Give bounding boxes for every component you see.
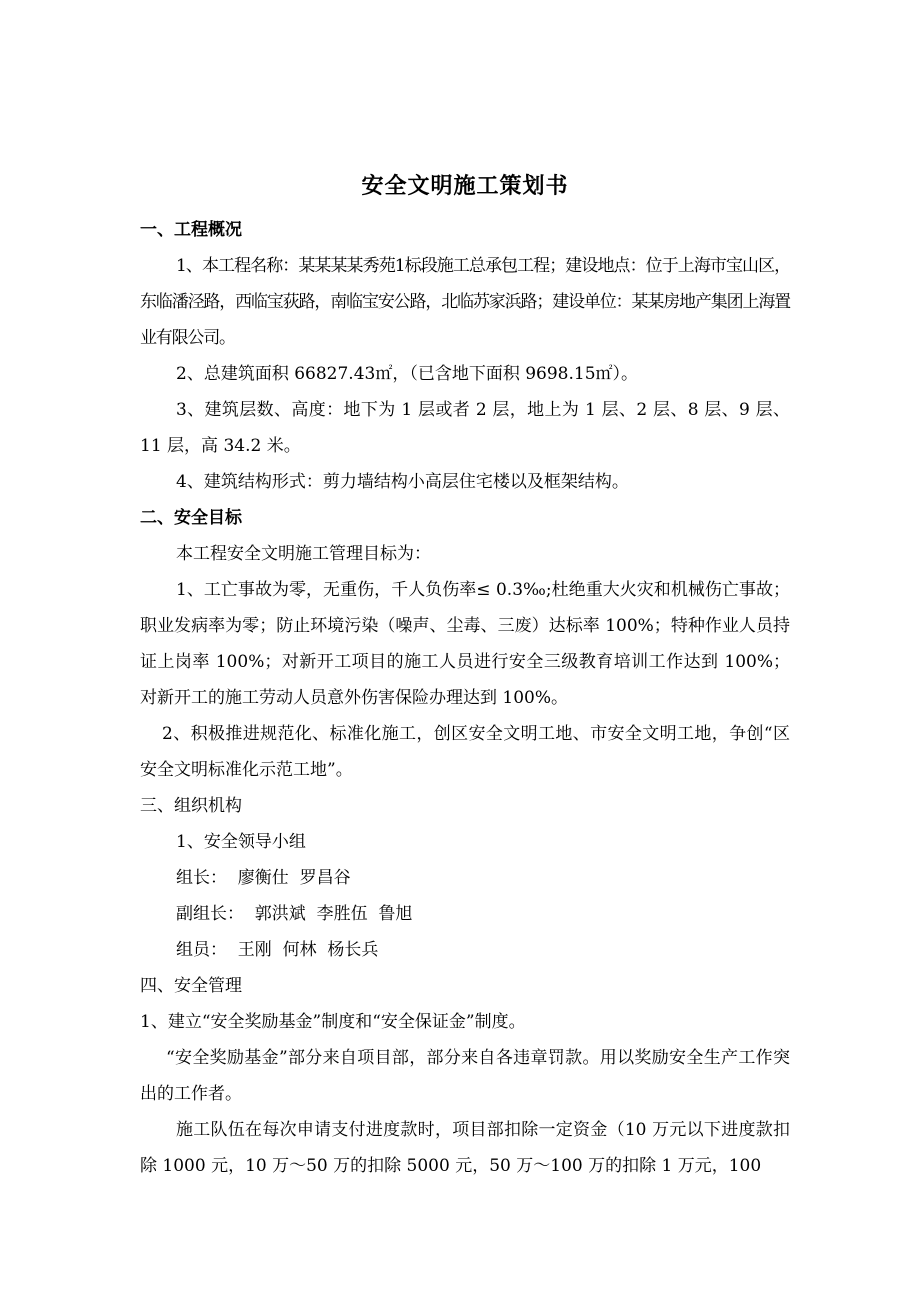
section-heading-overview: 一、工程概况	[140, 220, 242, 240]
document-page	[140, 170, 790, 1184]
paragraph-reward-fund: “安全奖励基金”部分来自项目部，部分来自各违章罚款。用以奖励安全生产工作突出的工作者。	[140, 1048, 790, 1104]
paragraph-goals-intro: 本工程安全文明施工管理目标为：	[176, 544, 431, 564]
section-heading-organization: 三、组织机构	[140, 796, 242, 816]
paragraph-floors-height: 3、建筑层数、高度：地下为 1 层或者 2 层，地上为 1 层、2 层、8 层、9 层、11 层，高 34.2 米。	[140, 400, 790, 456]
paragraph-project-info: 1、本工程名称：某某某某秀苑1标段施工总承包工程；建设地点：位于上海市宝山区，东临潘泾路，西临宝荻路，南临宝安公路，北临苏家浜路；建设单位：某某房地产集团上海置业有限公司。	[140, 256, 790, 348]
document-title: 安全文明施工策划书	[361, 173, 569, 199]
paragraph-fund-system: 1、建立“安全奖励基金”制度和“安全保证金”制度。	[140, 1012, 526, 1032]
subheading-safety-leadership-group: 1、安全领导小组	[176, 832, 306, 852]
section-heading-safety-management: 四、安全管理	[140, 976, 242, 996]
paragraph-total-area: 2、总建筑面积 66827.43㎡，（已含地下面积 9698.15㎡）。	[176, 364, 639, 384]
paragraph-structure-type: 4、建筑结构形式：剪力墙结构小高层住宅楼以及框架结构。	[176, 472, 629, 492]
deputy-leader-line: 副组长： 郭洪斌 李胜伍 鲁旭	[176, 904, 413, 924]
paragraph-goals-item-1: 1、工亡事故为零，无重伤，千人负伤率≤ 0.3‰;杜绝重大火灾和机械伤亡事故；职业发病率为零；防止环境污染（噪声、尘毒、三废）达标率 100%；特种作业人员持证上岗率 100%；对新开工项目的施工人员进行安全三级教育培训工作达到 100%；对新开工的施工劳动人员意外伤害保险办理达到 100%。	[140, 580, 790, 708]
paragraph-goals-item-2: 2、积极推进规范化、标准化施工，创区安全文明工地、市安全文明工地，争创“区安全文明标准化示范工地”。	[140, 724, 790, 780]
section-heading-safety-goals: 二、安全目标	[140, 508, 242, 528]
members-line: 组员： 王刚 何林 杨长兵	[176, 940, 379, 960]
leader-line: 组长： 廖衡仕 罗昌谷	[176, 868, 351, 888]
paragraph-deposit-deduction: 施工队伍在每次申请支付进度款时，项目部扣除一定资金（10 万元以下进度款扣除 1000 元，10 万～50 万的扣除 5000 元，50 万～100 万的扣除 1 万元，100	[140, 1120, 790, 1176]
